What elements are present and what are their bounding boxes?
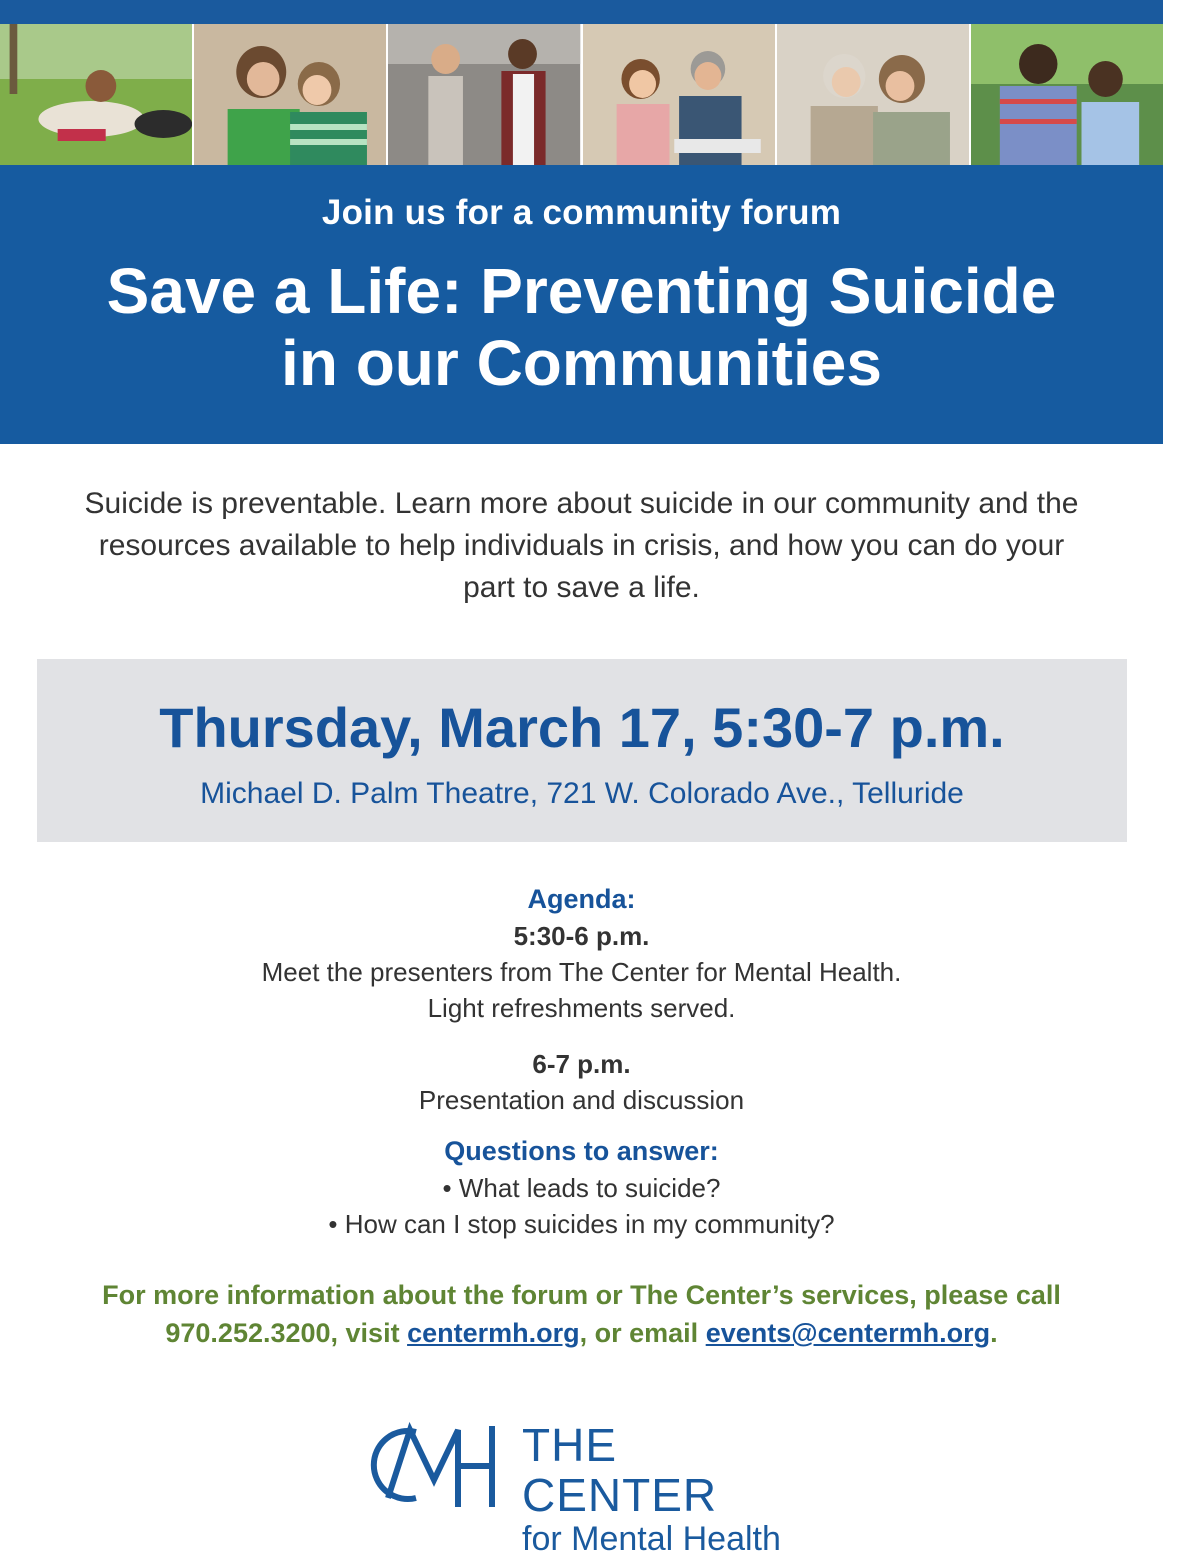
event-venue: Michael D. Palm Theatre, 721 W. Colorado Ave., Telluride [200, 777, 964, 810]
agenda-block2-time: 6-7 p.m. [532, 1049, 631, 1079]
event-date-box [37, 659, 1127, 842]
website-link[interactable]: centermh.org [407, 1318, 580, 1348]
agenda-block1-line1: Meet the presenters from The Center for Mental Health. [261, 957, 902, 987]
grandmother-comforting-photo [777, 24, 971, 165]
contact-end: . [990, 1318, 998, 1348]
student-on-grass-photo [0, 24, 194, 165]
top-accent-strip [0, 0, 1163, 24]
agenda-block1-time: 5:30-6 p.m. [513, 921, 650, 951]
cmh-logo-mark [350, 1418, 510, 1507]
contact-phone: 970.252.3200, visit [165, 1318, 408, 1348]
email-link[interactable]: events@centermh.org [705, 1318, 991, 1348]
contact-middle-text: , or email [579, 1318, 706, 1348]
forum-kicker: Join us for a community forum [321, 193, 842, 232]
father-and-son-hug-photo [971, 24, 1163, 165]
logo-line-2: for Mental Health [522, 1520, 781, 1558]
mother-and-son-photo [194, 24, 388, 165]
agenda-block2-line1: Presentation and discussion [418, 1085, 745, 1115]
photo-strip [0, 24, 1163, 165]
page-title [0, 255, 1163, 399]
agenda-section [80, 880, 1083, 1242]
contact-line-2 [40, 1314, 1123, 1352]
question-item: • What leads to suicide? [442, 1173, 721, 1203]
question-item: • How can I stop suicides in my community? [328, 1209, 835, 1239]
logo-wordmark [522, 1420, 820, 1558]
intro-paragraph: Suicide is preventable. Learn more about suicide in our community and the resources available to help individuals in crisis, and how you can do your part to save a life. [84, 487, 1079, 604]
event-date-time: Thursday, March 17, 5:30-7 p.m. [159, 696, 1005, 759]
title-line-1: Save a Life: Preventing Suicide [106, 255, 1057, 327]
father-and-daughter-laptop-photo [583, 24, 777, 165]
agenda-block1-line2: Light refreshments served. [427, 993, 736, 1023]
questions-heading: Questions to answer: [444, 1136, 719, 1166]
teens-walking-photo [388, 24, 582, 165]
header-band [0, 165, 1163, 444]
contact-line-1: For more information about the forum or The Center’s services, please call [102, 1280, 1061, 1310]
agenda-heading: Agenda: [527, 884, 636, 914]
title-line-2: in our Communities [281, 327, 882, 399]
contact-info [40, 1276, 1123, 1352]
logo-line-1: THE CENTER [522, 1419, 718, 1521]
center-logo [350, 1418, 820, 1558]
